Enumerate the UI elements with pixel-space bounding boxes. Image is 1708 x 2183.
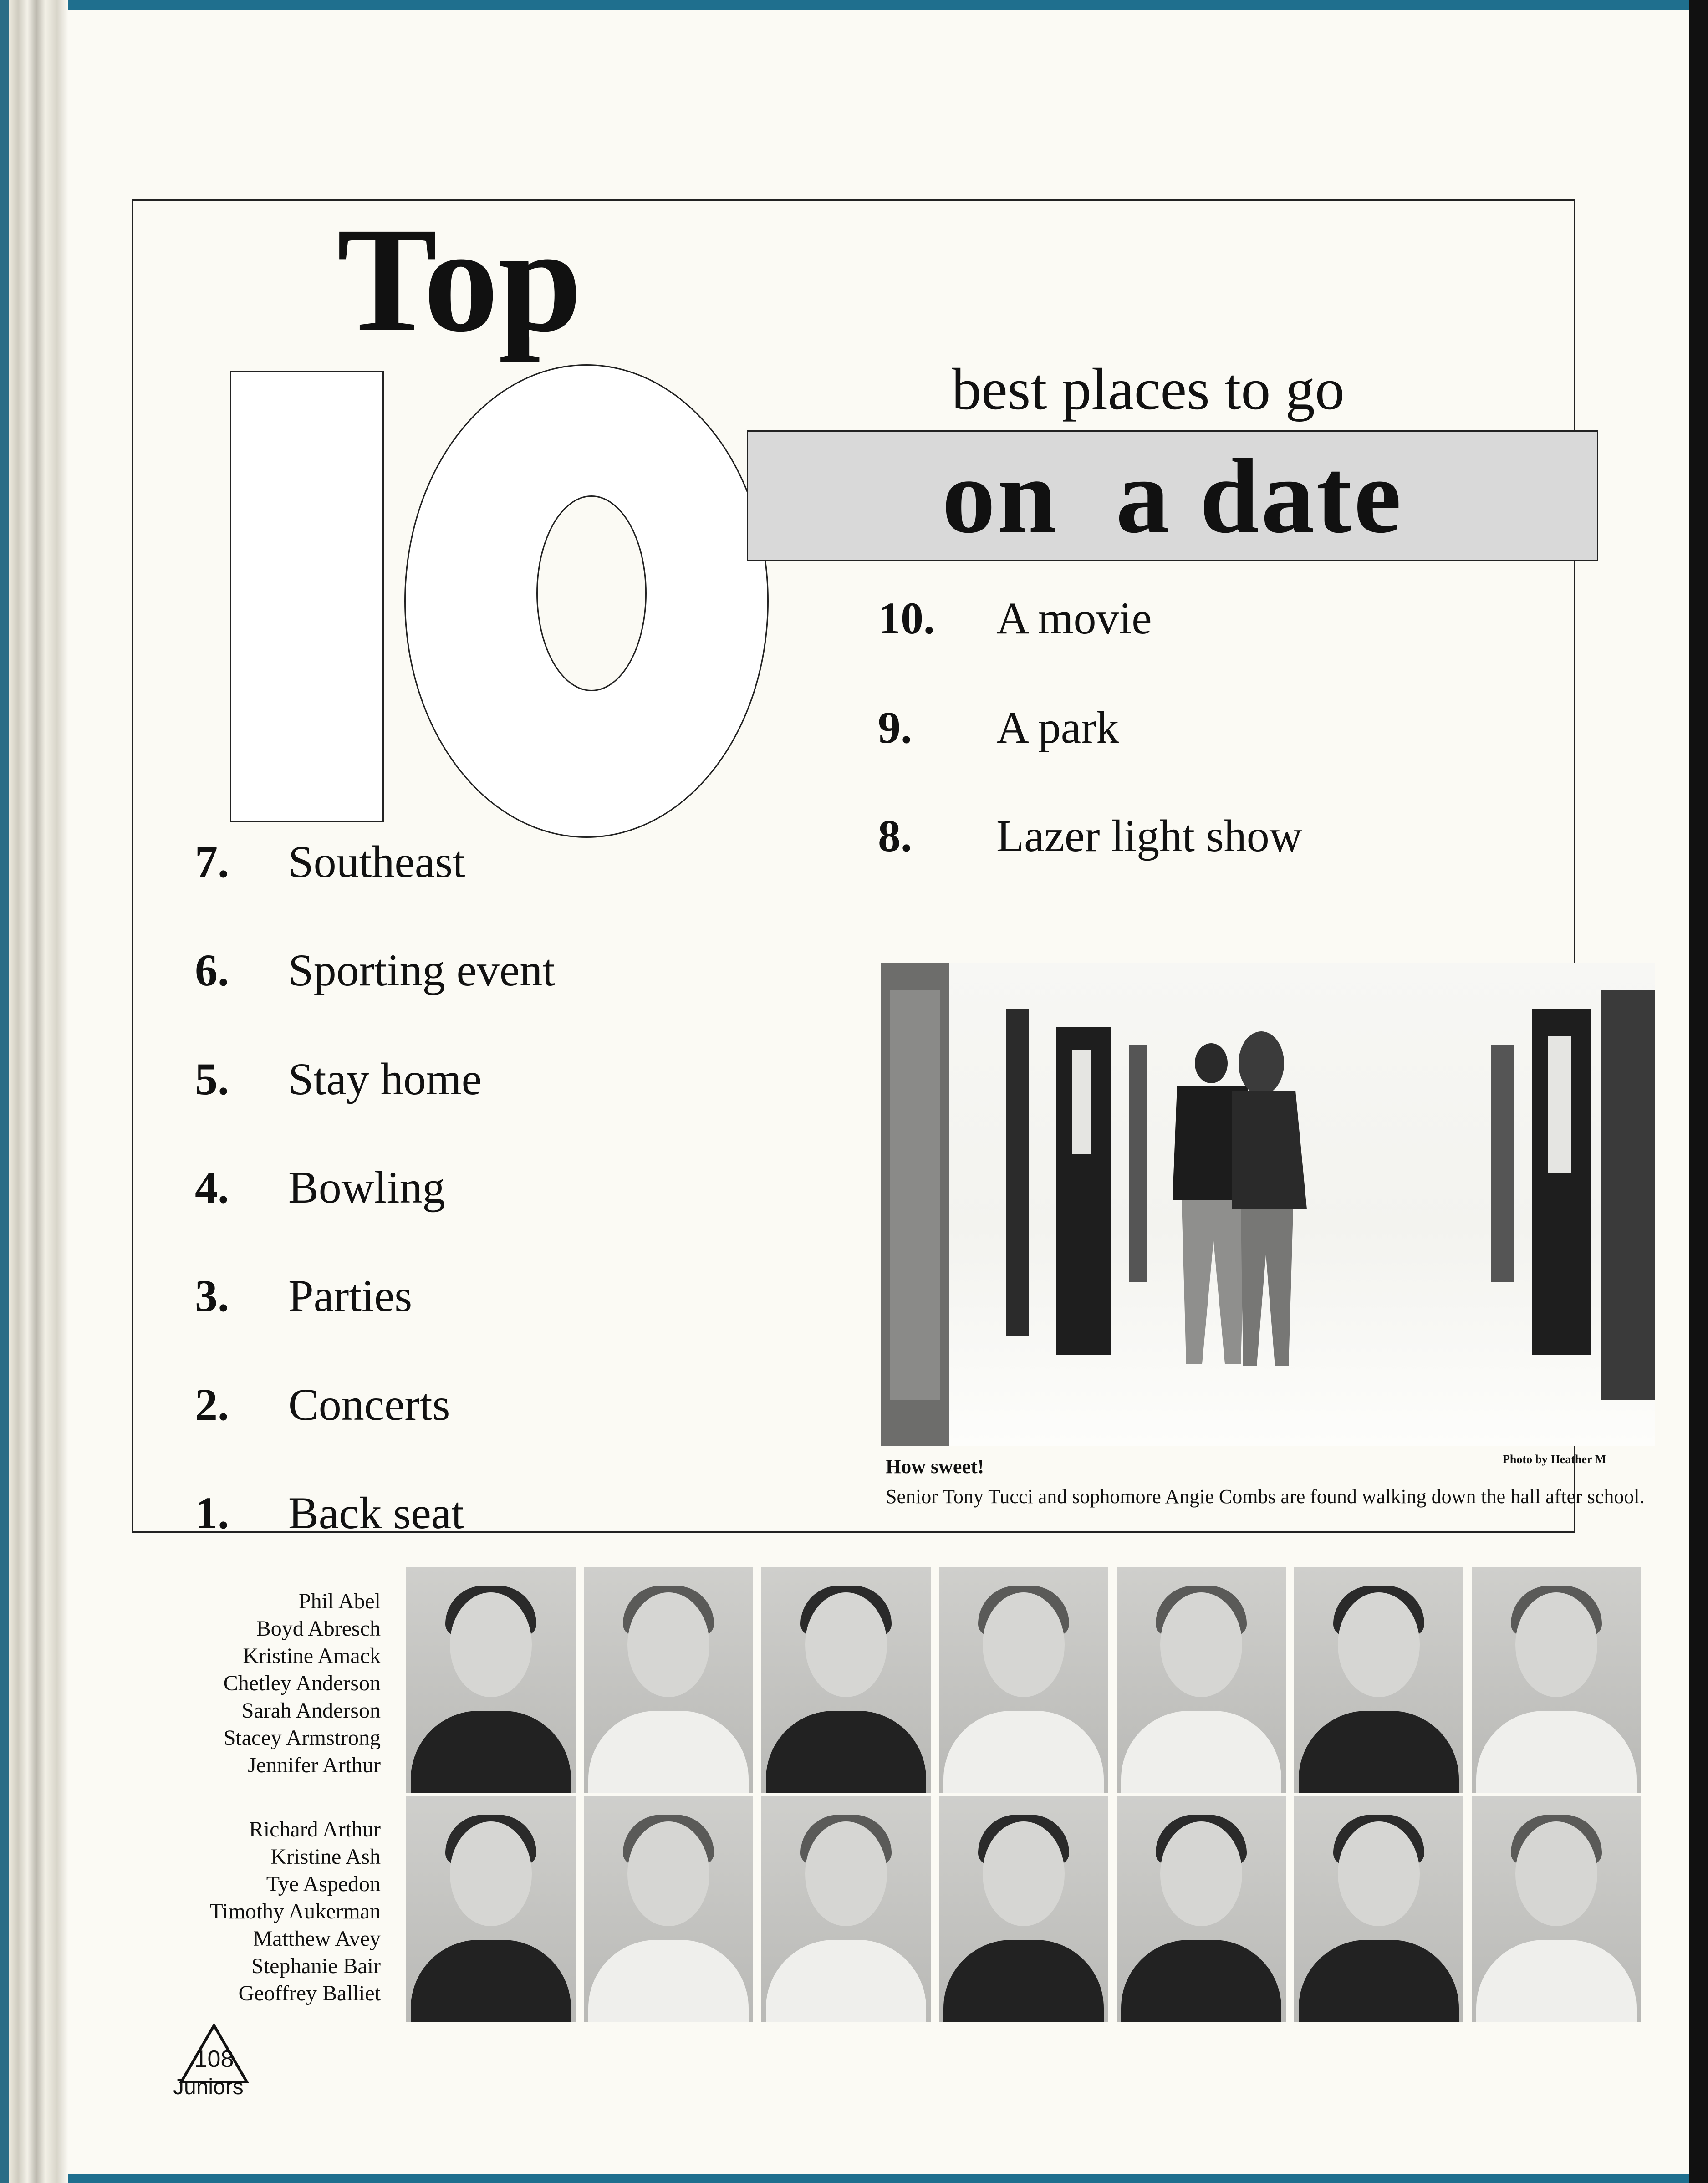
list-item-number: 1. (195, 1488, 229, 1538)
portrait-names-row-2 (53, 1816, 381, 2007)
student-portrait (1472, 1796, 1641, 2022)
photo-credit: Photo by Heather M (1503, 1453, 1606, 1466)
student-portrait (1472, 1567, 1641, 1793)
caption-title: How sweet! (886, 1455, 984, 1478)
hallway-photo-illustration (881, 963, 1655, 1446)
student-name: Kristine Amack (243, 1644, 381, 1668)
list-item-number: 7. (195, 836, 229, 887)
student-portrait (939, 1796, 1108, 2022)
student-portrait (584, 1796, 753, 2022)
section-label: Juniors (173, 2075, 244, 2099)
student-name: Stephanie Bair (251, 1954, 381, 1978)
list-item-number: 3. (195, 1270, 229, 1321)
list-item-text: A movie (996, 593, 1152, 643)
student-name: Chetley Anderson (223, 1671, 381, 1695)
student-name: Sarah Anderson (241, 1698, 381, 1723)
student-name: Kristine Ash (270, 1845, 381, 1869)
student-portrait (761, 1796, 931, 2022)
list-item-number: 6. (195, 945, 229, 995)
list-item-text: Bowling (288, 1162, 445, 1213)
student-name: Richard Arthur (249, 1817, 381, 1841)
headline-banner-text: on a date (942, 437, 1403, 555)
student-name: Geoffrey Balliet (238, 1981, 381, 2005)
list-item-number: 4. (195, 1162, 229, 1213)
student-name: Timothy Aukerman (209, 1899, 381, 1923)
student-portrait (406, 1796, 576, 2022)
list-item-text: Lazer light show (996, 811, 1303, 861)
student-name: Boyd Abresch (256, 1617, 381, 1641)
student-portrait (1294, 1796, 1463, 2022)
student-portrait (1117, 1796, 1286, 2022)
list-item-number: 5. (195, 1054, 229, 1104)
student-name: Jennifer Arthur (248, 1753, 381, 1777)
list-item-number: 8. (878, 811, 912, 861)
student-name: Matthew Avey (253, 1927, 381, 1951)
portrait-names-row-1 (53, 1588, 381, 1779)
student-portrait (1117, 1567, 1286, 1793)
list-item-number: 10. (878, 593, 935, 643)
list-item-text: Southeast (288, 836, 465, 887)
list-item-text: A park (996, 702, 1119, 753)
hallway-photo (881, 963, 1655, 1446)
student-name: Stacey Armstrong (223, 1726, 381, 1750)
list-item-text: Sporting event (288, 945, 556, 995)
list-item-number: 2. (195, 1379, 229, 1430)
caption-body: Senior Tony Tucci and sophomore Angie Combs are found walking down the hall after school. (886, 1485, 1645, 1508)
outline-numeral-one (230, 371, 384, 822)
list-item-text: Back seat (288, 1488, 464, 1538)
headline-banner (747, 430, 1598, 561)
student-portrait (584, 1567, 753, 1793)
headline-top: Top (337, 197, 582, 363)
page-number: 108 (194, 2046, 234, 2072)
student-portrait (1294, 1567, 1463, 1793)
student-portrait (761, 1567, 931, 1793)
list-item-text: Concerts (288, 1379, 450, 1430)
page-right-edge (1689, 0, 1708, 2183)
list-item-number: 9. (878, 702, 912, 753)
student-name: Tye Aspedon (266, 1872, 381, 1896)
list-item-text: Parties (288, 1270, 413, 1321)
student-name: Phil Abel (298, 1589, 381, 1613)
headline-subtitle: best places to go (952, 357, 1345, 422)
list-item-text: Stay home (288, 1054, 482, 1104)
student-portrait (406, 1567, 576, 1793)
outline-numeral-zero-hole (536, 495, 647, 691)
student-portrait (939, 1567, 1108, 1793)
